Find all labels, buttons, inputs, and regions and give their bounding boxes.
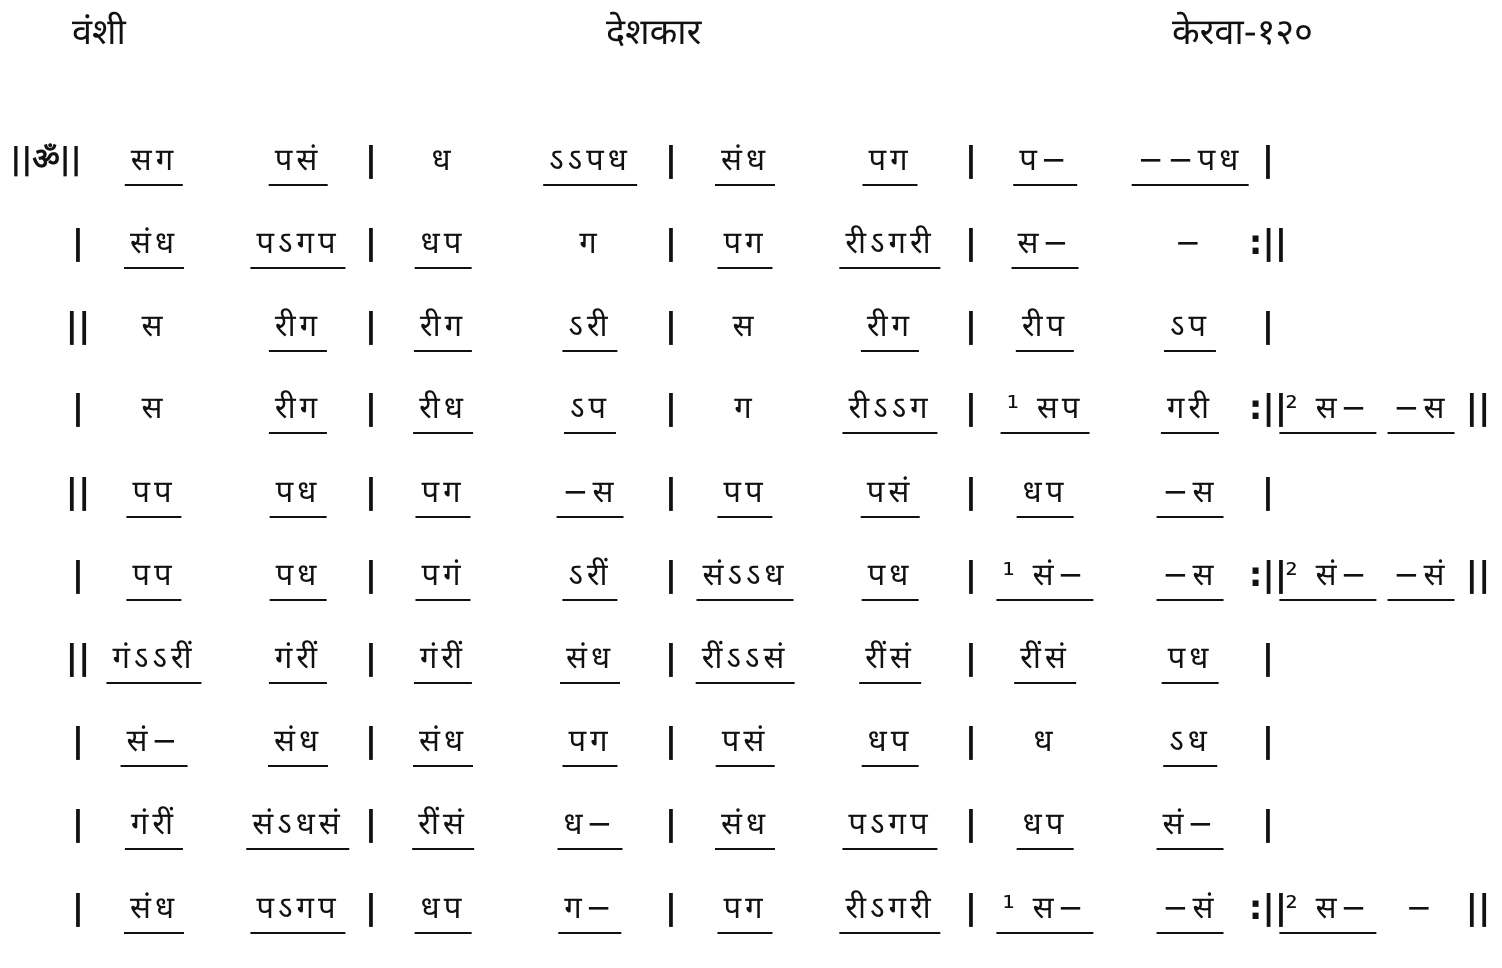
swara-cell: पऽगप (842, 794, 937, 850)
swara-cell: पध (270, 462, 327, 518)
vibhag-divider: | (664, 223, 678, 263)
swara-cell: पगं (415, 545, 470, 601)
vibhag-divider: | (664, 140, 678, 180)
vibhag-divider: | (364, 555, 378, 595)
swara-cell: संध (124, 878, 184, 934)
section-close-bar: :|| (1248, 388, 1288, 428)
swara-cell: धप (415, 878, 472, 934)
swara-cell: −स (1157, 462, 1224, 518)
swara-cell: ग (734, 390, 756, 426)
swara-cell: ग− (558, 878, 621, 934)
swara-cell: पग (862, 130, 917, 186)
swara-cell: पसं (716, 711, 775, 767)
vibhag-divider: | (664, 721, 678, 761)
swara-cell: − (1175, 225, 1205, 261)
swara-cell: ग (579, 225, 601, 261)
section-open-bar: | (71, 388, 85, 428)
section-close-bar: | (1261, 306, 1275, 346)
swara-cell: पसं (269, 130, 328, 186)
swara-cell: रींसं (1014, 628, 1076, 684)
vibhag-divider: | (664, 306, 678, 346)
swara-cell: स (141, 308, 167, 344)
swara-cell: ऽरी (562, 296, 617, 352)
section-close-bar: | (1261, 804, 1275, 844)
section-open-bar: || (65, 472, 91, 512)
raga-title: देशकार (606, 12, 702, 53)
swara-cell: रींसं (412, 794, 474, 850)
swara-cell: संध (268, 711, 328, 767)
notation-row (0, 545, 1502, 605)
swara-cell: स (141, 390, 167, 426)
swara-cell: स− (1012, 213, 1079, 269)
swara-cell: संऽधसं (246, 794, 349, 850)
vibhag-divider: | (964, 140, 978, 180)
swara-cell: −सं (1157, 878, 1224, 934)
section-open-bar: | (71, 223, 85, 263)
notation-row (0, 878, 1502, 938)
swara-cell: ध (431, 142, 455, 178)
swara-cell: सं− (121, 711, 188, 767)
vibhag-divider: | (964, 804, 978, 844)
swara-cell: पग (562, 711, 617, 767)
section-close-bar: | (1261, 638, 1275, 678)
vibhag-divider: | (364, 888, 378, 928)
swara-cell: रीऽगरी (839, 213, 940, 269)
vibhag-divider: | (964, 223, 978, 263)
vibhag-divider: | (364, 721, 378, 761)
vibhag-divider: | (364, 306, 378, 346)
swara-cell: गंरीं (125, 794, 183, 850)
section-open-bar: | (71, 888, 85, 928)
swara-cell: ऽप (564, 378, 616, 434)
vibhag-divider: | (964, 306, 978, 346)
swara-cell: −स (557, 462, 624, 518)
swara-cell: सग (125, 130, 183, 186)
tala-label: केरवा-१२० (1172, 12, 1313, 53)
section-open-bar: | (71, 804, 85, 844)
swara-cell: ¹ सप (1001, 378, 1090, 434)
swara-cell: गरी (1161, 378, 1219, 434)
swara-cell: धप (1017, 462, 1074, 518)
swara-cell: ध (1033, 723, 1057, 759)
vibhag-divider: | (664, 388, 678, 428)
vibhag-divider: | (364, 472, 378, 512)
second-ending-close-bar: || (1465, 888, 1491, 928)
vibhag-divider: | (364, 638, 378, 678)
swara-cell: पप (717, 462, 772, 518)
swara-cell: पध (862, 545, 919, 601)
section-open-bar: | (71, 721, 85, 761)
swara-cell: पग (415, 462, 470, 518)
vibhag-divider: | (664, 888, 678, 928)
swara-cell: धप (862, 711, 919, 767)
swara-cell: रीऽगरी (839, 878, 940, 934)
swara-cell: रींऽऽसं (696, 628, 795, 684)
swara-cell: स (732, 308, 758, 344)
vibhag-divider: | (664, 472, 678, 512)
swara-cell: संध (715, 130, 775, 186)
swara-cell: पप (126, 462, 181, 518)
notation-row (0, 794, 1502, 854)
notation-row (0, 711, 1502, 771)
swara-cell: पसं (861, 462, 920, 518)
second-ending-cell: ² सं− (1279, 545, 1376, 601)
swara-cell: रीप (1016, 296, 1074, 352)
swara-cell: ध− (557, 794, 622, 850)
vibhag-divider: | (964, 388, 978, 428)
vibhag-divider: | (964, 472, 978, 512)
swara-cell: पध (270, 545, 327, 601)
swara-cell: ¹ स− (996, 878, 1093, 934)
vibhag-divider: | (964, 721, 978, 761)
swara-cell: पग (717, 213, 772, 269)
notation-row (0, 213, 1502, 273)
notation-row (0, 296, 1502, 356)
second-ending-cell: ² स− (1279, 878, 1376, 934)
instrument-label: वंशी (72, 12, 126, 53)
swara-cell: पग (717, 878, 772, 934)
swara-cell: −−पध (1132, 130, 1249, 186)
section-close-bar: :|| (1248, 555, 1288, 595)
swara-cell: सं− (1157, 794, 1224, 850)
notation-row (0, 378, 1502, 438)
swara-cell: रीग (414, 296, 472, 352)
swara-cell: प− (1013, 130, 1077, 186)
section-open-bar: ||ॐ|| (10, 142, 82, 177)
vibhag-divider: | (664, 555, 678, 595)
second-ending-cell: ² स− (1279, 378, 1376, 434)
vibhag-divider: | (364, 388, 378, 428)
swara-cell: पप (126, 545, 181, 601)
second-ending-cell: −सं (1388, 545, 1455, 601)
section-close-bar: | (1261, 721, 1275, 761)
swara-cell: ऽप (1164, 296, 1216, 352)
vibhag-divider: | (964, 555, 978, 595)
vibhag-divider: | (664, 638, 678, 678)
second-ending-close-bar: || (1465, 388, 1491, 428)
vibhag-divider: | (964, 888, 978, 928)
vibhag-divider: | (964, 638, 978, 678)
second-ending-cell: −स (1388, 378, 1455, 434)
swara-cell: गंरीं (269, 628, 327, 684)
swara-cell: ऽरीं (562, 545, 617, 601)
swara-cell: पऽगप (250, 213, 345, 269)
swara-cell: रीग (861, 296, 919, 352)
swara-cell: रीऽऽग (842, 378, 937, 434)
swara-cell: ¹ सं− (996, 545, 1093, 601)
swara-cell: धप (415, 213, 472, 269)
section-close-bar: | (1261, 140, 1275, 180)
swara-cell: संध (413, 711, 473, 767)
swara-cell: गंरीं (414, 628, 472, 684)
swara-cell: धप (1017, 794, 1074, 850)
section-open-bar: | (71, 555, 85, 595)
swara-cell: संध (560, 628, 620, 684)
section-open-bar: || (65, 306, 91, 346)
swara-cell: संध (715, 794, 775, 850)
section-close-bar: :|| (1248, 223, 1288, 263)
section-close-bar: :|| (1248, 888, 1288, 928)
section-close-bar: | (1261, 472, 1275, 512)
swara-cell: ऽध (1163, 711, 1217, 767)
swara-cell: रींसं (859, 628, 921, 684)
swara-cell: पध (1162, 628, 1219, 684)
second-ending-cell: − (1406, 890, 1436, 926)
swara-cell: ऽऽपध (543, 130, 637, 186)
section-open-bar: || (65, 638, 91, 678)
vibhag-divider: | (664, 804, 678, 844)
swara-cell: संऽऽध (697, 545, 794, 601)
swara-cell: पऽगप (250, 878, 345, 934)
second-ending-close-bar: || (1465, 555, 1491, 595)
swara-cell: गंऽऽरीं (106, 628, 201, 684)
swara-cell: रीग (269, 296, 327, 352)
swara-cell: रीध (413, 378, 473, 434)
swara-cell: रीग (269, 378, 327, 434)
vibhag-divider: | (364, 804, 378, 844)
swara-cell: −स (1157, 545, 1224, 601)
swara-cell: संध (124, 213, 184, 269)
vibhag-divider: | (364, 140, 378, 180)
notation-row (0, 130, 1502, 190)
vibhag-divider: | (364, 223, 378, 263)
notation-row (0, 628, 1502, 688)
notation-row (0, 462, 1502, 522)
